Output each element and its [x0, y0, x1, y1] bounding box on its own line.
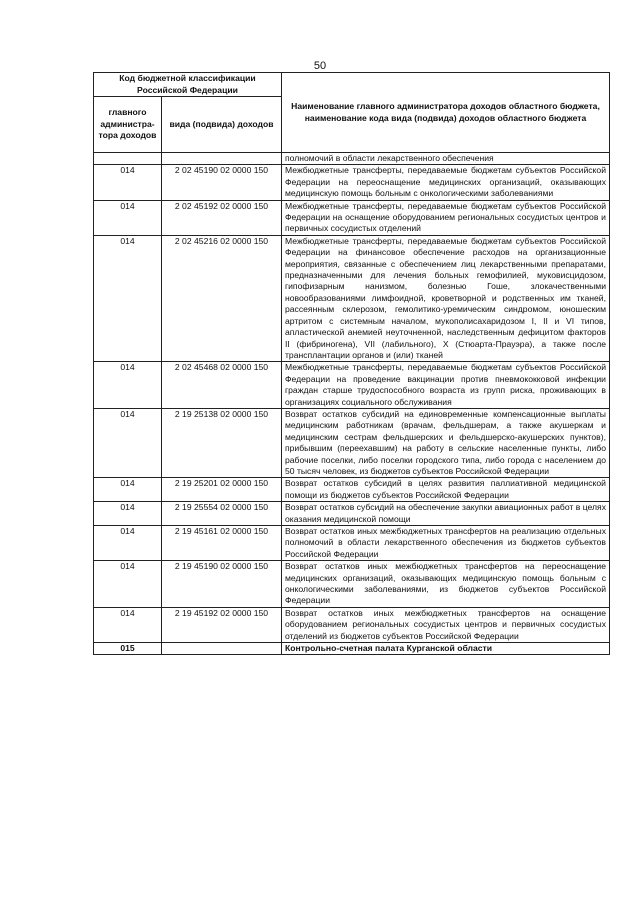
income-code-cell: 2 02 45468 02 0000 150: [162, 362, 282, 409]
income-code-cell: [162, 643, 282, 655]
income-code-cell: 2 19 25201 02 0000 150: [162, 478, 282, 502]
income-code-cell: 2 19 45161 02 0000 150: [162, 526, 282, 561]
header-name: Наименование главного администратора доходов областного бюджета, наименование кода вида (подвида) доходов областного бюджета: [282, 73, 610, 153]
table-row: [94, 526, 610, 561]
income-name-cell: Межбюджетные трансферты, передаваемые бюджетам субъектов Российской Федерации на финансовое обеспечение расходов на организационные мероприятия, связанные с обеспечением лиц лекарственными препаратами, предназначенными для лечения больных гемофилией, муковисцидозом, гипофизарным нанизмом, болезнью Гоше, злокачественными новообразованиями лимфоидной, кроветворной и родственных им тканей, рассеянным склерозом, гемолитико-уремическим синдромом, юношеским артритом с системным началом, мукополисахаридозом I, II и VI типов, апластической анемией неуточненной, наследственным дефицитом факторов II (фибриногена), VII (лабильного), X (Стюарта-Прауэра), а также после трансплантации органов и (или) тканей: [282, 235, 610, 361]
header-admin: главного администра-тора доходов: [94, 97, 162, 153]
admin-code-cell: 014: [94, 478, 162, 502]
admin-code-cell: 015: [94, 643, 162, 655]
admin-code-cell: 014: [94, 165, 162, 200]
table-row: [94, 408, 610, 477]
income-name-cell: Возврат остатков субсидий в целях развития паллиативной медицинской помощи из бюджетов субъектов Российской Федерации: [282, 478, 610, 502]
budget-classification-table: [93, 72, 610, 655]
header-group: Код бюджетной классификации Российской Федерации: [94, 73, 282, 97]
continuation-row: [94, 153, 610, 165]
income-code-cell: 2 02 45192 02 0000 150: [162, 200, 282, 235]
table-row: [94, 165, 610, 200]
income-name-cell: Межбюджетные трансферты, передаваемые бюджетам субъектов Российской Федерации на переоснащение медицинских организаций, оказывающих медицинскую помощь больным с онкологическими заболеваниями: [282, 165, 610, 200]
admin-code-cell: 014: [94, 607, 162, 642]
continuation-text: полномочий в области лекарственного обеспечения: [282, 153, 610, 165]
table-row: [94, 643, 610, 655]
page-number: 50: [313, 60, 327, 72]
income-name-cell: Возврат остатков субсидий на единовременные компенсационные выплаты медицинским работникам (врачам, фельдшерам, а также акушеркам и медицинским сестрам фельдшерских и фельдшерско-акушерских пунктов), прибывшим (переехавшим) на работу в сельские населенные пункты, либо рабочие поселки, либо поселки городского типа, либо города с населением до 50 тысяч человек, из бюджетов субъектов Российской Федерации: [282, 408, 610, 477]
admin-code-cell: 014: [94, 200, 162, 235]
income-name-cell: Возврат остатков иных межбюджетных трансфертов на переоснащение медицинских организаций, оказывающих медицинскую помощь больным с онкологическими заболеваниями, из бюджетов субъектов Российской Федерации: [282, 561, 610, 608]
income-name-cell: Межбюджетные трансферты, передаваемые бюджетам субъектов Российской Федерации на оснащение оборудованием региональных сосудистых центров и первичных сосудистых отделений: [282, 200, 610, 235]
header-type: вида (подвида) доходов: [162, 97, 282, 153]
admin-code-cell: 014: [94, 561, 162, 608]
table-row: [94, 607, 610, 642]
admin-code-cell: 014: [94, 526, 162, 561]
income-code-cell: 2 02 45190 02 0000 150: [162, 165, 282, 200]
income-code-cell: 2 19 25138 02 0000 150: [162, 408, 282, 477]
income-code-cell: 2 19 45190 02 0000 150: [162, 561, 282, 608]
table-row: [94, 561, 610, 608]
admin-code-cell: 014: [94, 235, 162, 361]
income-name-cell: Возврат остатков субсидий на обеспечение закупки авиационных работ в целях оказания медицинской помощи: [282, 502, 610, 526]
admin-code-cell: 014: [94, 362, 162, 409]
table-row: [94, 502, 610, 526]
table-row: [94, 235, 610, 361]
income-code-cell: 2 02 45216 02 0000 150: [162, 235, 282, 361]
table-row: [94, 200, 610, 235]
table-row: [94, 362, 610, 409]
income-name-cell: Контрольно-счетная палата Курганской области: [282, 643, 610, 655]
income-name-cell: Возврат остатков иных межбюджетных трансфертов на оснащение оборудованием региональных сосудистых центров и первичных сосудистых отделений из бюджетов субъектов Российской Федерации: [282, 607, 610, 642]
admin-code-cell: 014: [94, 502, 162, 526]
table-row: [94, 478, 610, 502]
admin-code-cell: 014: [94, 408, 162, 477]
income-code-cell: 2 19 25554 02 0000 150: [162, 502, 282, 526]
income-code-cell: 2 19 45192 02 0000 150: [162, 607, 282, 642]
income-name-cell: Возврат остатков иных межбюджетных трансфертов на реализацию отдельных полномочий в области лекарственного обеспечения из бюджетов субъектов Российской Федерации: [282, 526, 610, 561]
income-name-cell: Межбюджетные трансферты, передаваемые бюджетам субъектов Российской Федерации на проведение вакцинации против пневмококковой инфекции граждан старше трудоспособного возраста из групп риска, проживающих в организациях социального обслуживания: [282, 362, 610, 409]
